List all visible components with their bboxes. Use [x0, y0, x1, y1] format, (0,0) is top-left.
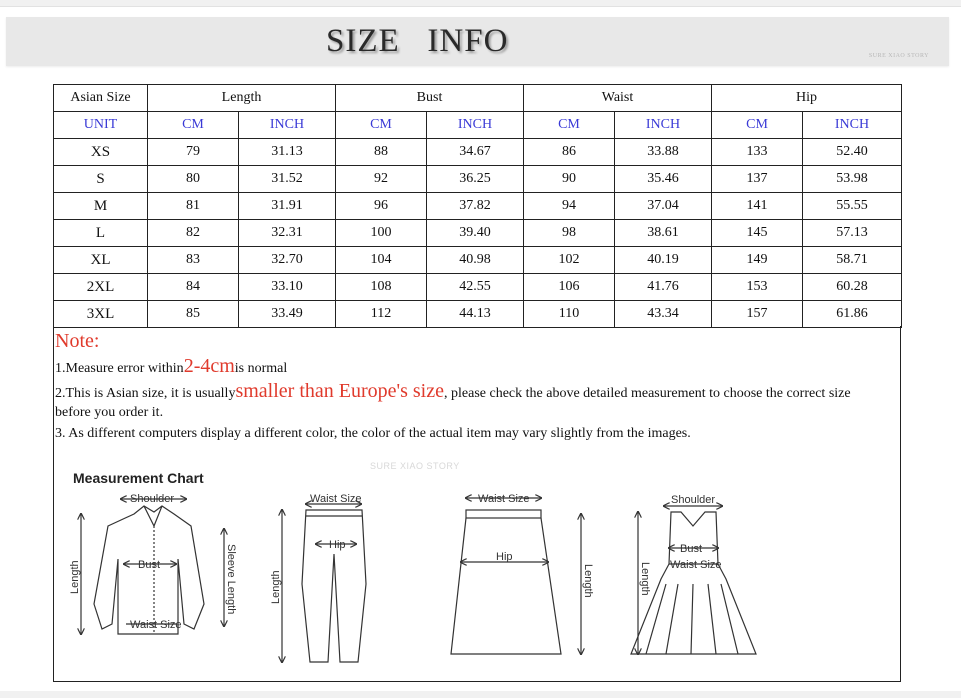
table-row — [54, 274, 902, 301]
label-skirt-waist: Waist Size — [478, 493, 530, 505]
measurement-cell: 34.67 — [427, 139, 524, 166]
label-shirt-bust: Bust — [138, 559, 161, 571]
unit-cell: CM — [148, 112, 239, 139]
table-row — [54, 166, 902, 193]
size-table — [53, 84, 902, 328]
banner-title: SIZE INFO — [326, 23, 509, 59]
size-info-banner — [6, 17, 949, 66]
table-row — [54, 220, 902, 247]
measurement-cell: 35.46 — [615, 166, 712, 193]
top-strip — [0, 0, 961, 7]
label-dress-shoulder: Shoulder — [671, 494, 716, 506]
label-dress-length: Length — [639, 562, 651, 596]
measurement-cell: 112 — [336, 301, 427, 328]
measurement-cell: 33.10 — [239, 274, 336, 301]
measurement-cell: 40.19 — [615, 247, 712, 274]
size-label-cell: S — [54, 166, 148, 193]
measurement-cell: 60.28 — [803, 274, 902, 301]
note-1 — [55, 357, 287, 378]
table-row — [54, 247, 902, 274]
note-2-text-end: , please check the above detailed measurement to choose the correct size before you order it. — [55, 386, 851, 420]
measurement-cell: 43.34 — [615, 301, 712, 328]
skirt-diagram — [451, 498, 581, 654]
measurement-cell: 110 — [524, 301, 615, 328]
measurement-cell: 94 — [524, 193, 615, 220]
label-skirt-hip: Hip — [496, 551, 513, 563]
measurement-cell: 36.25 — [427, 166, 524, 193]
measurement-cell: 37.04 — [615, 193, 712, 220]
measurement-cell: 82 — [148, 220, 239, 247]
note-1-text: 1.Measure error within — [55, 361, 184, 376]
measurement-cell: 133 — [712, 139, 803, 166]
measurement-cell: 32.31 — [239, 220, 336, 247]
measurement-cell: 44.13 — [427, 301, 524, 328]
measurement-cell: 52.40 — [803, 139, 902, 166]
header-asian-size: Asian Size — [54, 85, 148, 112]
note-2 — [55, 382, 885, 422]
measurement-cell: 100 — [336, 220, 427, 247]
header-waist: Waist — [524, 85, 712, 112]
note-2-highlight: smaller than Europe's size — [235, 380, 444, 402]
measurement-cell: 84 — [148, 274, 239, 301]
measurement-chart — [66, 454, 766, 669]
unit-cell: INCH — [239, 112, 336, 139]
size-label-cell: 3XL — [54, 301, 148, 328]
label-shirt-waist: Waist Size — [130, 619, 182, 631]
measurement-cell: 88 — [336, 139, 427, 166]
measurement-cell: 98 — [524, 220, 615, 247]
unit-cell: INCH — [615, 112, 712, 139]
label-pants-hip: Hip — [329, 539, 346, 551]
measurement-cell: 33.49 — [239, 301, 336, 328]
measurement-cell: 104 — [336, 247, 427, 274]
note-1-highlight: 2-4cm — [183, 355, 235, 377]
measurement-cell: 90 — [524, 166, 615, 193]
measurement-cell: 61.86 — [803, 301, 902, 328]
measurement-cell: 81 — [148, 193, 239, 220]
table-row — [54, 193, 902, 220]
measurement-cell: 57.13 — [803, 220, 902, 247]
chart-watermark: SURE XIAO STORY — [370, 461, 460, 471]
table-row — [54, 139, 902, 166]
label-shirt-length: Length — [69, 560, 81, 594]
measurement-cell: 33.88 — [615, 139, 712, 166]
header-length: Length — [148, 85, 336, 112]
label-dress-waist: Waist Size — [670, 559, 722, 571]
header-bust: Bust — [336, 85, 524, 112]
measurement-cell: 157 — [712, 301, 803, 328]
measurement-cell: 108 — [336, 274, 427, 301]
unit-cell: UNIT — [54, 112, 148, 139]
table-row — [54, 301, 902, 328]
label-pants-length: Length — [270, 570, 282, 604]
label-sleeve-length: Sleeve Length — [225, 544, 237, 615]
unit-cell: CM — [712, 112, 803, 139]
note-title: Note: — [55, 330, 100, 352]
unit-cell: INCH — [427, 112, 524, 139]
note-3: 3. As different computers display a different color, the color of the actual item may vary slightly from the images. — [55, 426, 691, 441]
label-shirt-shoulder: Shoulder — [130, 493, 175, 505]
measurement-cell: 38.61 — [615, 220, 712, 247]
measurement-cell: 80 — [148, 166, 239, 193]
measurement-cell: 102 — [524, 247, 615, 274]
unit-cell: INCH — [803, 112, 902, 139]
size-rows — [54, 139, 902, 328]
size-label-cell: 2XL — [54, 274, 148, 301]
measurement-cell: 55.55 — [803, 193, 902, 220]
measurement-cell: 40.98 — [427, 247, 524, 274]
notes-box — [53, 326, 901, 682]
measurement-cell: 39.40 — [427, 220, 524, 247]
pants-diagram — [282, 504, 366, 662]
header-hip: Hip — [712, 85, 902, 112]
measurement-cell: 149 — [712, 247, 803, 274]
garment-diagrams — [66, 454, 766, 669]
note-1-text-end: is normal — [234, 361, 288, 376]
measurement-cell: 79 — [148, 139, 239, 166]
measurement-cell: 31.91 — [239, 193, 336, 220]
size-label-cell: L — [54, 220, 148, 247]
measurement-cell: 31.52 — [239, 166, 336, 193]
diagram-labels — [69, 493, 722, 631]
size-label-cell: XS — [54, 139, 148, 166]
label-skirt-length: Length — [582, 564, 594, 598]
unit-row — [54, 112, 902, 139]
measurement-cell: 106 — [524, 274, 615, 301]
measurement-cell: 58.71 — [803, 247, 902, 274]
measurement-cell: 37.82 — [427, 193, 524, 220]
measurement-cell: 41.76 — [615, 274, 712, 301]
banner-watermark: SURE XIAO STORY — [868, 53, 929, 59]
table-header-row — [54, 85, 902, 112]
measurement-cell: 83 — [148, 247, 239, 274]
measurement-cell: 153 — [712, 274, 803, 301]
label-pants-waist: Waist Size — [310, 493, 362, 505]
measurement-cell: 137 — [712, 166, 803, 193]
measurement-cell: 85 — [148, 301, 239, 328]
size-label-cell: XL — [54, 247, 148, 274]
measurement-cell: 96 — [336, 193, 427, 220]
measurement-cell: 53.98 — [803, 166, 902, 193]
size-label-cell: M — [54, 193, 148, 220]
chart-title: Measurement Chart — [73, 470, 204, 486]
measurement-cell: 86 — [524, 139, 615, 166]
measurement-cell: 32.70 — [239, 247, 336, 274]
measurement-cell: 31.13 — [239, 139, 336, 166]
measurement-cell: 141 — [712, 193, 803, 220]
unit-cell: CM — [524, 112, 615, 139]
bottom-strip — [0, 691, 961, 698]
measurement-cell: 92 — [336, 166, 427, 193]
measurement-cell: 42.55 — [427, 274, 524, 301]
unit-cell: CM — [336, 112, 427, 139]
note-2-text: 2.This is Asian size, it is usually — [55, 386, 236, 401]
label-dress-bust: Bust — [680, 543, 703, 555]
measurement-cell: 145 — [712, 220, 803, 247]
